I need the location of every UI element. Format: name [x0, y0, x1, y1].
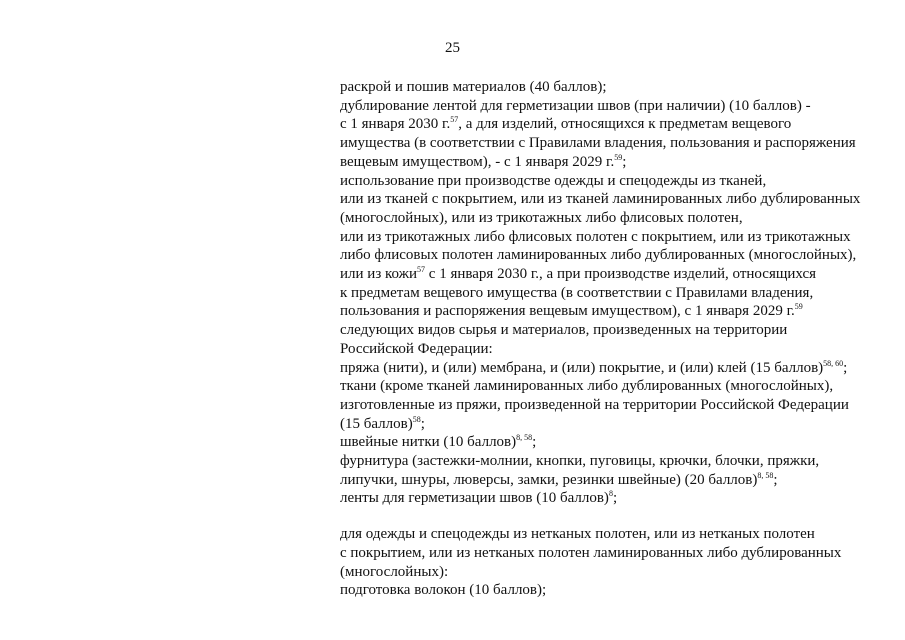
text-line: [340, 228, 880, 247]
line-text: вещевым имуществом), - с 1 января 2029 г.: [340, 153, 615, 170]
line-text-continued: ;: [612, 490, 618, 507]
line-text: (15 баллов): [340, 415, 413, 432]
text-line: [340, 78, 880, 97]
line-text: раскрой и пошив материалов (40 баллов);: [340, 79, 607, 95]
text-line: [340, 525, 880, 544]
line-text: или из тканей с покрытием, или из тканей ламинированных либо дублированных: [340, 191, 861, 208]
text-line: [340, 246, 880, 265]
text-line: [340, 581, 880, 600]
line-text: имущества (в соответствии с Правилами владения, пользования и распоряжения: [340, 135, 856, 152]
paragraph-gap: [340, 508, 880, 525]
line-text-continued: ;: [843, 359, 848, 376]
line-text: швейные нитки (10 баллов): [340, 434, 517, 451]
text-line: [340, 209, 880, 228]
text-line: [340, 321, 880, 340]
text-line: [340, 190, 880, 209]
line-text: следующих видов сырья и материалов, произведенных на территории: [340, 322, 788, 339]
line-text-continued: с 1 января 2030 г., а при производстве изделий, относящихся: [425, 266, 817, 283]
text-line: [340, 563, 880, 582]
line-text: Российской Федерации:: [340, 340, 493, 357]
line-text: для одежды и спецодежды из нетканых полотен, или из нетканых полотен: [340, 526, 815, 543]
line-text-continued: ;: [420, 415, 425, 432]
text-line: [340, 471, 880, 490]
text-line: [340, 265, 880, 284]
line-text-continued: , а для изделий, относящихся к предметам вещевого: [458, 116, 792, 133]
text-line: [340, 172, 880, 191]
footnote-ref: 59: [614, 152, 623, 162]
line-text-continued: ;: [532, 434, 537, 451]
footnote-ref: 57: [417, 265, 426, 275]
line-text: с 1 января 2030 г.: [340, 116, 451, 133]
text-line: [340, 284, 880, 303]
line-text: или из кожи: [340, 266, 418, 283]
line-text: дублирование лентой для герметизации швов (при наличии) (10 баллов) -: [340, 97, 811, 114]
footnote-ref: 58: [412, 414, 421, 424]
line-text-continued: ;: [773, 471, 778, 488]
line-text: пользования и распоряжения вещевым имуществом), с 1 января 2029 г.: [340, 303, 795, 320]
line-text: липучки, шнуры, люверсы, замки, резинки швейные) (20 баллов): [340, 471, 758, 488]
line-text: ленты для герметизации швов (10 баллов): [340, 490, 609, 507]
page-number: 25: [445, 40, 460, 56]
text-line: [340, 97, 880, 116]
line-text: с покрытием, или из нетканых полотен ламинированных либо дублированных: [340, 544, 842, 561]
document-body: [340, 78, 880, 600]
footnote-ref: 58, 60: [823, 358, 844, 368]
line-text: пряжа (нити), и (или) мембрана, и (или) покрытие, и (или) клей (15 баллов): [340, 359, 824, 376]
text-line: [340, 544, 880, 563]
text-line: [340, 115, 880, 134]
footnote-ref: 8, 58: [516, 433, 533, 443]
text-line: [340, 153, 880, 172]
line-text: подготовка волокон (10 баллов);: [340, 582, 547, 599]
text-line: [340, 340, 880, 359]
text-line: [340, 134, 880, 153]
line-text: или из трикотажных либо флисовых полотен с покрытием, или из трикотажных: [340, 228, 851, 245]
text-line: [340, 359, 880, 378]
line-text: либо флисовых полотен ламинированных либо дублированных (многослойных),: [340, 247, 857, 264]
line-text: изготовленные из пряжи, произведенной на территории Российской Федерации: [340, 396, 849, 413]
line-text: фурнитура (застежки-молнии, кнопки, пуговицы, крючки, блочки, пряжки,: [340, 453, 820, 470]
text-line: [340, 302, 880, 321]
text-line: [340, 489, 880, 508]
text-line: [340, 396, 880, 415]
text-line: [340, 452, 880, 471]
text-line: [340, 377, 880, 396]
footnote-ref: 59: [794, 302, 803, 312]
text-line: [340, 415, 880, 434]
line-text: ткани (кроме тканей ламинированных либо дублированных (многослойных),: [340, 378, 834, 395]
footnote-ref: 8, 58: [757, 470, 774, 480]
footnote-ref: 57: [450, 115, 459, 125]
line-text: (многослойных):: [340, 563, 449, 580]
line-text: использование при производстве одежды и спецодежды из тканей,: [340, 172, 767, 189]
line-text: (многослойных), или из трикотажных либо флисовых полотен,: [340, 209, 743, 226]
text-line: [340, 433, 880, 452]
line-text: к предметам вещевого имущества (в соответствии с Правилами владения,: [340, 284, 814, 301]
line-text-continued: ;: [622, 153, 627, 170]
footnote-ref: 8: [608, 489, 613, 499]
